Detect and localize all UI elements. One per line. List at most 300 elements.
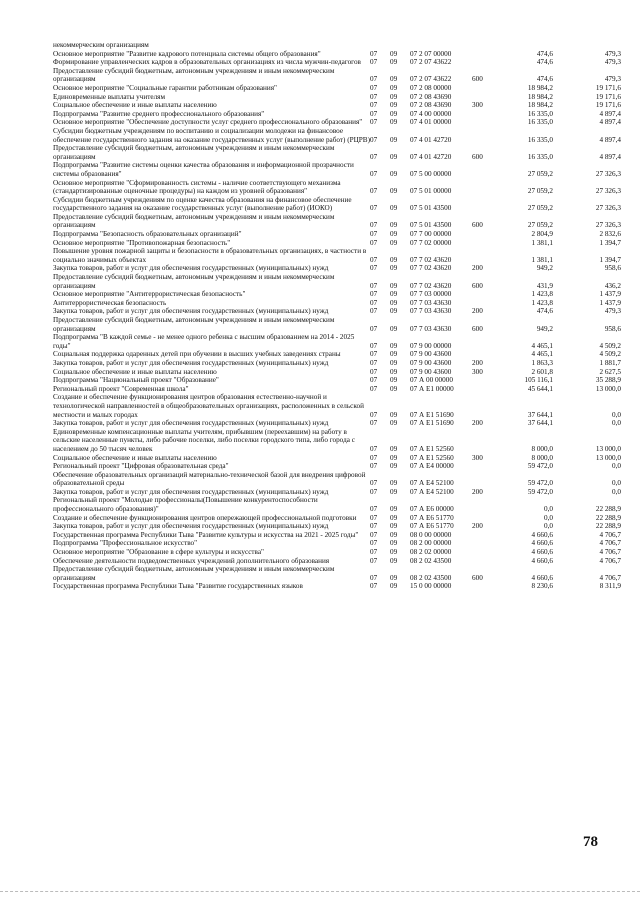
amount-year2-cell: 22 288,9 (595, 505, 621, 514)
subsection-code-cell: 09 (390, 539, 398, 548)
expense-type-cell: 600 (472, 324, 483, 333)
row-name-cell: Государственная программа Республики Тыва "Развитие культуры и искусства на 2021 - 2025 годы" (53, 530, 359, 539)
subsection-code-cell: 09 (390, 419, 398, 428)
row-name-cell: Основное мероприятие "Развитие кадрового потенциала системы общего образования" (53, 49, 321, 58)
row-name-cell: Подпрограмма "Безопасность образовательных организаций" (53, 230, 242, 239)
expense-type-cell: 200 (472, 307, 483, 316)
subsection-code-cell: 09 (390, 367, 398, 376)
section-code-cell: 07 (370, 58, 378, 67)
row-name-cell: Обеспечение образовательных организаций материально-технической базой для внедрения цифровой образовательной среды (53, 470, 366, 488)
amount-year1-cell: 4 660,6 (531, 530, 553, 539)
table-row (53, 273, 621, 290)
amount-year1-cell (496, 41, 553, 50)
table-row (53, 264, 621, 273)
row-name-cell: Основное мероприятие "Сформированность системы - наличие соответствующего механизма (стандартизированные оценочные процедуры) на каждом из уровней образования" (53, 178, 341, 196)
amount-year2-cell (553, 41, 621, 50)
target-article-cell: 07 А Е1 51690 (410, 419, 454, 428)
table-row (53, 316, 621, 333)
amount-year2-cell: 13 000,0 (595, 384, 621, 393)
amount-year1-cell: 105 116,1 (524, 376, 553, 385)
subsection-code-cell: 09 (390, 238, 398, 247)
subsection-code-cell: 09 (390, 341, 398, 350)
amount-year1-cell: 37 644,1 (527, 410, 553, 419)
subsection-code-cell: 09 (390, 169, 398, 178)
expense-type-cell: 300 (472, 367, 483, 376)
amount-year1-cell: 949,2 (536, 324, 553, 333)
amount-year2-cell: 479,3 (604, 75, 621, 84)
target-article-cell: 07 7 02 00000 (410, 238, 452, 247)
expense-type-cell (472, 127, 496, 144)
row-name-cell: Закупка товаров, работ и услуг для обеспечения государственных (муниципальных) нужд (53, 307, 329, 316)
row-name-cell: Предоставление субсидий бюджетным, автономным учреждениям и иным некоммерческим организациям (53, 316, 335, 333)
row-name-cell: Основное мероприятие "Противопожарная безопасность" (53, 238, 231, 247)
expense-type-cell (472, 428, 496, 454)
table-row (53, 299, 621, 308)
amount-year1-cell: 18 984,2 (527, 92, 553, 101)
amount-year2-cell: 27 326,3 (595, 221, 621, 230)
expense-type-cell (472, 471, 496, 488)
target-article-cell: 08 2 00 00000 (410, 539, 452, 548)
target-article-cell: 07 5 01 00000 (410, 187, 452, 196)
table-row (53, 582, 621, 591)
subsection-code-cell: 09 (390, 376, 398, 385)
target-article-cell: 07 А Е4 52100 (410, 479, 454, 488)
subsection-code-cell: 09 (390, 204, 398, 213)
section-code-cell: 07 (370, 419, 378, 428)
section-code-cell: 07 (370, 462, 378, 471)
target-article-cell: 07 7 03 43630 (410, 298, 452, 307)
row-name-cell: Создание и обеспечение функционирования центров образования естественно-научной и технологической направленностей в общеобразовательных организациях, расположенных в сельской местности и малых городах (53, 393, 364, 419)
row-name-cell: Закупка товаров, работ и услуг для обеспечения государственных (муниципальных) нужд (53, 419, 329, 428)
target-article-cell: 07 9 00 43600 (410, 350, 452, 359)
table-row (53, 196, 621, 213)
subsection-code-cell: 09 (390, 135, 398, 144)
expense-type-cell (472, 350, 496, 359)
subsection-code-cell: 09 (390, 487, 398, 496)
table-row (53, 531, 621, 540)
amount-year2-cell: 8 311,9 (599, 582, 621, 591)
expense-type-cell (472, 247, 496, 264)
amount-year1-cell: 4 660,6 (531, 573, 553, 582)
section-code-cell: 07 (370, 376, 378, 385)
row-name-cell: Предоставление субсидий бюджетным, автономным учреждениям и иным некоммерческим организациям (53, 144, 335, 161)
amount-year2-cell: 27 326,3 (595, 169, 621, 178)
expense-type-cell (472, 118, 496, 127)
expense-type-cell: 300 (472, 453, 483, 462)
expense-type-cell (472, 557, 496, 566)
section-code-cell: 07 (370, 49, 378, 58)
amount-year2-cell: 2 832,6 (599, 230, 621, 239)
amount-year1-cell: 27 059,2 (527, 187, 553, 196)
row-name-cell: Повышение уровня пожарной защиты и безопасности в образовательных организациях, в частности в социально значимых объектах (53, 247, 367, 264)
row-name-cell: Основное мероприятие "Социальные гарантии работникам образования" (53, 83, 277, 92)
target-article-cell: 07 А Е4 00000 (410, 462, 454, 471)
table-row (53, 368, 621, 377)
amount-year2-cell: 1 437,9 (599, 298, 621, 307)
section-code-cell: 07 (370, 230, 378, 239)
amount-year2-cell: 0,0 (612, 410, 621, 419)
subsection-code-cell: 09 (390, 530, 398, 539)
expense-type-cell (472, 50, 496, 59)
amount-year2-cell: 22 288,9 (595, 522, 621, 531)
amount-year2-cell: 1 437,9 (599, 290, 621, 299)
section-code-cell: 07 (370, 548, 378, 557)
amount-year2-cell: 0,0 (612, 479, 621, 488)
row-name-cell: Социальное обеспечение и иные выплаты населению (53, 101, 217, 110)
amount-year2-cell: 479,3 (604, 307, 621, 316)
target-article-cell: 07 9 00 00000 (410, 341, 452, 350)
section-code-cell: 07 (370, 152, 378, 161)
section-code-cell: 07 (370, 298, 378, 307)
amount-year2-cell: 13 000,0 (595, 453, 621, 462)
amount-year2-cell: 27 326,3 (595, 204, 621, 213)
amount-year1-cell: 27 059,2 (527, 204, 553, 213)
amount-year1-cell: 474,6 (536, 49, 553, 58)
row-name-cell: Формирование управленческих кадров в образовательных организациях из числа мужчин-педагогов (53, 58, 361, 67)
expense-type-cell: 200 (472, 487, 483, 496)
target-article-cell: 07 2 08 00000 (410, 83, 452, 92)
section-code-cell: 07 (370, 384, 378, 393)
section-code-cell: 07 (370, 204, 378, 213)
table-row (53, 548, 621, 557)
amount-year2-cell: 0,0 (612, 419, 621, 428)
table-row (53, 393, 621, 419)
amount-year2-cell: 0,0 (612, 487, 621, 496)
subsection-code-cell: 09 (390, 298, 398, 307)
row-name-cell: Основное мероприятие "Обеспечение доступности услуг среднего профессионального образования" (53, 118, 363, 127)
table-row (53, 333, 621, 350)
expense-type-cell (472, 110, 496, 119)
amount-year1-cell: 4 465,1 (531, 350, 553, 359)
subsection-code-cell: 09 (390, 264, 398, 273)
row-name-cell: Предоставление субсидий бюджетным, автономным учреждениям и иным некоммерческим организациям (53, 565, 335, 582)
expense-type-cell: 600 (472, 573, 483, 582)
amount-year1-cell: 4 660,6 (531, 556, 553, 565)
subsection-code-cell: 09 (390, 290, 398, 299)
amount-year1-cell: 0,0 (544, 505, 553, 514)
subsection-code-cell: 09 (390, 101, 398, 110)
target-article-cell: 07 А Е6 00000 (410, 505, 454, 514)
target-article-cell: 07 7 00 00000 (410, 230, 452, 239)
row-name-cell: Подпрограмма "Профессиональное искусство" (53, 539, 198, 548)
section-code-cell: 07 (370, 118, 378, 127)
subsection-code-cell: 09 (390, 505, 398, 514)
target-article-cell: 07 9 00 43600 (410, 367, 452, 376)
table-row (53, 179, 621, 196)
amount-year1-cell: 431,9 (536, 281, 553, 290)
expense-type-cell: 200 (472, 358, 483, 367)
expense-type-cell (472, 299, 496, 308)
subsection-code-cell: 09 (390, 118, 398, 127)
amount-year1-cell: 8 000,0 (531, 453, 553, 462)
row-name-cell: Закупка товаров, работ и услуг для обеспечения государственных (муниципальных) нужд (53, 487, 329, 496)
target-article-cell: 07 7 03 43630 (410, 324, 452, 333)
expense-type-cell (472, 239, 496, 248)
amount-year1-cell: 474,6 (536, 307, 553, 316)
subsection-code-cell: 09 (390, 221, 398, 230)
subsection-code-cell: 09 (390, 582, 398, 591)
section-code-cell: 07 (370, 135, 378, 144)
row-name-cell: Антитеррористическая безопасность (53, 298, 167, 307)
row-name-cell: Единовременные выплаты учителям (53, 92, 166, 101)
expense-type-cell (472, 531, 496, 540)
subsection-code-cell: 09 (390, 522, 398, 531)
target-article-cell: 07 4 01 00000 (410, 118, 452, 127)
amount-year2-cell: 479,3 (604, 58, 621, 67)
amount-year1-cell: 1 423,8 (531, 298, 553, 307)
expense-type-cell (472, 385, 496, 394)
section-code-cell: 07 (370, 453, 378, 462)
table-row (53, 84, 621, 93)
row-name-cell: Субсидии бюджетным учреждениям по воспитанию и социализации молодежи на финансовое обеспечение государственного задания на оказание государственных услуг (выполнение работ) (РЦРВ) (53, 126, 370, 144)
table-row (53, 290, 621, 299)
subsection-code-cell: 09 (390, 556, 398, 565)
amount-year1-cell: 1 381,1 (531, 255, 553, 264)
expense-type-cell: 600 (472, 221, 483, 230)
section-code-cell: 07 (370, 479, 378, 488)
page-bottom-edge (0, 891, 640, 892)
section-code-cell: 07 (370, 92, 378, 101)
amount-year2-cell: 4 509,2 (599, 350, 621, 359)
expense-type-cell: 300 (472, 101, 483, 110)
section-code-cell: 07 (370, 221, 378, 230)
target-article-cell: 07 7 03 00000 (410, 290, 452, 299)
target-article-cell: 07 4 01 42720 (410, 135, 452, 144)
amount-year2-cell: 4 706,7 (599, 556, 621, 565)
target-article-cell: 08 0 00 00000 (410, 530, 452, 539)
expense-type-cell (472, 393, 496, 419)
expense-type-cell: 200 (472, 264, 483, 273)
row-name-cell: Подпрограмма "Развитие системы оценки качества образования и информационной прозрачности системы образования" (53, 161, 354, 178)
amount-year2-cell: 4 897,4 (599, 109, 621, 118)
target-article-cell: 08 2 02 00000 (410, 548, 452, 557)
section-code-cell: 07 (370, 255, 378, 264)
table-row (53, 93, 621, 102)
amount-year1-cell: 27 059,2 (527, 169, 553, 178)
subsection-code-cell: 09 (390, 58, 398, 67)
amount-year2-cell: 1 881,7 (599, 358, 621, 367)
target-article-cell: 07 7 02 43620 (410, 264, 452, 273)
amount-year2-cell: 35 288,9 (595, 376, 621, 385)
row-name-cell: Социальная поддержка одаренных детей при обучении в высших учебных заведениях страны (53, 350, 341, 359)
amount-year2-cell: 19 171,6 (595, 83, 621, 92)
amount-year2-cell: 4 509,2 (599, 341, 621, 350)
table-row (53, 50, 621, 59)
amount-year1-cell: 4 465,1 (531, 341, 553, 350)
table-row (53, 539, 621, 548)
table-row (53, 247, 621, 264)
section-code-cell: 07 (370, 505, 378, 514)
target-article-cell: 08 2 02 43500 (410, 573, 452, 582)
amount-year1-cell: 45 644,1 (527, 384, 553, 393)
amount-year1-cell: 18 984,2 (527, 83, 553, 92)
section-code-cell: 07 (370, 324, 378, 333)
section-code-cell: 07 (370, 556, 378, 565)
table-row (53, 213, 621, 230)
table-row (53, 419, 621, 428)
amount-year1-cell: 16 335,0 (527, 152, 553, 161)
target-article-cell: 07 А Е6 51770 (410, 522, 454, 531)
row-name-cell: Региональный проект "Цифровая образовательная среда" (53, 462, 229, 471)
table-row (53, 110, 621, 119)
section-code-cell: 07 (370, 444, 378, 453)
table-row (53, 565, 621, 582)
table-row (53, 471, 621, 488)
amount-year2-cell: 1 394,7 (599, 238, 621, 247)
table-row (53, 67, 621, 84)
amount-year2-cell: 1 394,7 (599, 255, 621, 264)
row-name-cell: Закупка товаров, работ и услуг для обеспечения государственных (муниципальных) нужд (53, 264, 329, 273)
amount-year2-cell: 4 706,7 (599, 548, 621, 557)
section-code-cell: 07 (370, 264, 378, 273)
subsection-code-cell: 09 (390, 187, 398, 196)
table-row (53, 127, 621, 144)
target-article-cell: 07 А Е1 00000 (410, 384, 454, 393)
table-row (53, 376, 621, 385)
table-row (53, 359, 621, 368)
amount-year2-cell: 0,0 (612, 462, 621, 471)
amount-year2-cell: 4 706,7 (599, 530, 621, 539)
expense-type-cell (472, 179, 496, 196)
row-name-cell: Единовременные компенсационные выплаты учителям, прибывшим (переехавшим) на работу в сельские населенные пункты, либо рабочие поселки, либо поселки городского типа, либо города с населением до 50 тысяч человек (53, 427, 355, 453)
row-name-cell: Государственная программа Республики Тыва "Развитие государственных языков (53, 582, 303, 591)
table-row (53, 307, 621, 316)
amount-year2-cell: 22 288,9 (595, 513, 621, 522)
subsection-code-cell: 09 (390, 83, 398, 92)
amount-year1-cell: 16 335,0 (527, 109, 553, 118)
subsection-code-cell: 09 (390, 358, 398, 367)
amount-year1-cell: 4 660,6 (531, 539, 553, 548)
table-row (53, 41, 621, 50)
row-name-cell: Социальное обеспечение и иные выплаты населению (53, 453, 217, 462)
subsection-code-cell: 09 (390, 548, 398, 557)
expense-type-cell (472, 230, 496, 239)
amount-year2-cell: 2 627,5 (599, 367, 621, 376)
expense-type-cell (472, 539, 496, 548)
amount-year1-cell: 4 660,6 (531, 548, 553, 557)
expense-type-cell: 600 (472, 75, 483, 84)
table-row (53, 514, 621, 523)
amount-year2-cell: 4 897,4 (599, 135, 621, 144)
amount-year1-cell: 0,0 (544, 522, 553, 531)
section-code-cell: 07 (370, 410, 378, 419)
row-name-cell: Предоставление субсидий бюджетным, автономным учреждениям и иным некоммерческим организациям (53, 273, 335, 290)
table-row (53, 428, 621, 454)
subsection-code-cell: 09 (390, 281, 398, 290)
table-row (53, 488, 621, 497)
amount-year2-cell: 958,6 (604, 264, 621, 273)
subsection-code-cell: 09 (390, 513, 398, 522)
target-article-cell: 07 2 07 43622 (410, 58, 452, 67)
section-code-cell: 07 (370, 350, 378, 359)
amount-year1-cell: 18 984,2 (527, 101, 553, 110)
amount-year2-cell: 4 706,7 (599, 539, 621, 548)
section-code-cell: 07 (370, 530, 378, 539)
table-row (53, 557, 621, 566)
table-row (53, 118, 621, 127)
page-number: 78 (583, 834, 598, 850)
row-name-cell: Обеспечение деятельности подведомственных учреждений дополнительного образования (53, 556, 330, 565)
expense-type-cell (472, 548, 496, 557)
section-code-cell: 07 (370, 582, 378, 591)
target-article-cell: 15 0 00 00000 (410, 582, 452, 591)
target-article-cell (410, 41, 472, 50)
subsection-code-cell: 09 (390, 255, 398, 264)
subsection-code-cell: 09 (390, 453, 398, 462)
target-article-cell: 07 А 00 00000 (410, 376, 453, 385)
row-name-cell: Региональный проект "Современная школа" (53, 384, 189, 393)
section-code-cell: 07 (370, 367, 378, 376)
budget-table-body (53, 41, 621, 591)
expense-type-cell (472, 161, 496, 178)
row-name-cell: Предоставление субсидий бюджетным, автономным учреждениям и иным некоммерческим организациям (53, 66, 335, 84)
amount-year2-cell: 13 000,0 (595, 444, 621, 453)
expense-type-cell: 200 (472, 419, 483, 428)
expense-type-cell (472, 376, 496, 385)
expense-type-cell (472, 333, 496, 350)
section-code-cell: 07 (370, 187, 378, 196)
amount-year2-cell: 27 326,3 (595, 187, 621, 196)
amount-year2-cell: 4 897,4 (599, 118, 621, 127)
row-name-cell: Социальное обеспечение и иные выплаты населению (53, 367, 217, 376)
row-name-cell: Подпрограмма "Национальный проект "Образование" (53, 376, 219, 385)
row-name-cell: Создание и обеспечение функционирования центров опережающей профессиональной подготовки (53, 513, 357, 522)
section-code-cell: 07 (370, 539, 378, 548)
table-row (53, 101, 621, 110)
row-name-cell: Основное мероприятие "Антитеррористическая безопасность" (53, 290, 246, 299)
table-row (53, 454, 621, 463)
subsection-code-cell: 09 (390, 462, 398, 471)
subsection-code-cell: 09 (390, 307, 398, 316)
subsection-code-cell: 09 (390, 444, 398, 453)
table-row (53, 496, 621, 513)
expense-type-cell (472, 582, 496, 591)
row-name-cell: некоммерческим организациям (53, 41, 149, 49)
amount-year2-cell: 4 706,7 (599, 573, 621, 582)
amount-year1-cell: 37 644,1 (527, 419, 553, 428)
target-article-cell: 07 А Е1 51690 (410, 410, 454, 419)
budget-table (53, 41, 621, 591)
section-code-cell: 07 (370, 522, 378, 531)
target-article-cell: 07 А Е6 51770 (410, 513, 454, 522)
subsection-code-cell: 09 (390, 479, 398, 488)
section-code-cell: 07 (370, 281, 378, 290)
amount-year2-cell: 19 171,6 (595, 92, 621, 101)
subsection-code-cell: 09 (390, 324, 398, 333)
subsection-code-cell: 09 (390, 230, 398, 239)
target-article-cell: 07 2 08 43690 (410, 101, 452, 110)
amount-year2-cell: 19 171,6 (595, 101, 621, 110)
target-article-cell: 07 9 00 43600 (410, 358, 452, 367)
subsection-code-cell: 09 (390, 92, 398, 101)
amount-year1-cell: 59 472,0 (527, 479, 553, 488)
target-article-cell: 07 7 02 43620 (410, 255, 452, 264)
section-code-cell: 07 (370, 573, 378, 582)
amount-year2-cell: 436,2 (604, 281, 621, 290)
subsection-code-cell: 09 (390, 410, 398, 419)
row-name-cell: Подпрограмма "Развитие среднего профессионального образования" (53, 109, 265, 118)
target-article-cell: 07 4 00 00000 (410, 109, 452, 118)
subsection-code-cell: 09 (390, 152, 398, 161)
target-article-cell: 07 7 03 43630 (410, 307, 452, 316)
target-article-cell: 07 5 01 43500 (410, 221, 452, 230)
section-code-cell: 07 (370, 109, 378, 118)
subsection-code-cell (390, 41, 410, 50)
amount-year1-cell: 2 601,8 (531, 367, 553, 376)
amount-year2-cell: 4 897,4 (599, 152, 621, 161)
amount-year1-cell: 474,6 (536, 75, 553, 84)
table-row (53, 522, 621, 531)
